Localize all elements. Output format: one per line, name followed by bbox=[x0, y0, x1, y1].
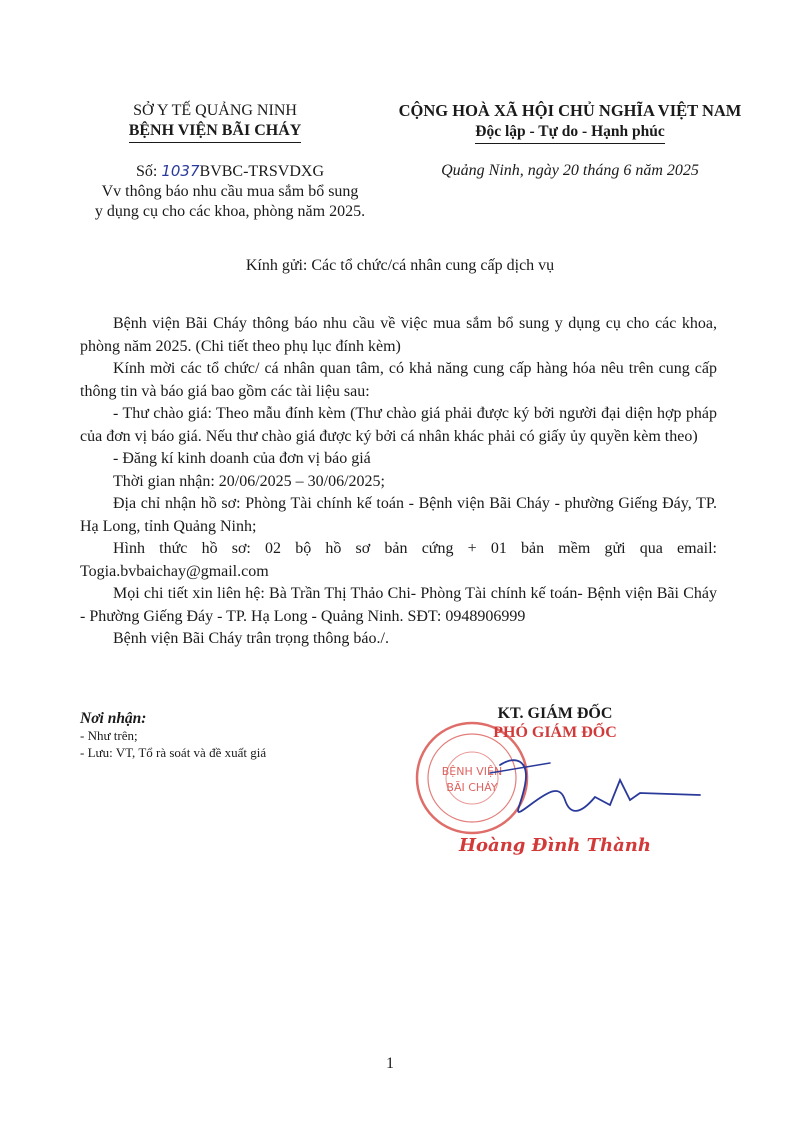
paragraph-quote-letter: - Thư chào giá: Theo mẫu đính kèm (Thư chào giá phải được ký bởi người đại diện hợp pháp của đơn vị báo giá. Nếu thư chào giá được ký bởi cá nhân khác phải có giấy ủy quyền kèm theo) bbox=[80, 405, 717, 445]
document-body bbox=[80, 313, 717, 651]
paragraph-receiving-time: Thời gian nhận: 20/06/2025 – 30/06/2025; bbox=[113, 472, 385, 490]
signature-block bbox=[410, 700, 710, 880]
subject-line-1: Vv thông báo nhu cầu mua sắm bổ sung bbox=[101, 183, 359, 200]
handwritten-number: 1037 bbox=[161, 162, 200, 180]
parent-org: SỞ Y TẾ QUẢNG NINH bbox=[133, 102, 297, 119]
national-header bbox=[380, 101, 760, 144]
paragraph-closing: Bệnh viện Bãi Cháy trân trọng thông báo./. bbox=[113, 630, 389, 647]
org-name: BỆNH VIỆN BÃI CHÁY bbox=[129, 121, 302, 143]
recipient-line: Kính gửi: Các tổ chức/cá nhân cung cấp dịch vụ bbox=[245, 257, 555, 274]
page-number: 1 bbox=[386, 1055, 394, 1072]
subject-line-2: y dụng cụ cho các khoa, phòng năm 2025. bbox=[94, 203, 366, 220]
signature-title-director: KT. GIÁM ĐỐC bbox=[497, 705, 613, 722]
handwritten-signature bbox=[470, 745, 710, 835]
receivers-title: Nơi nhận: bbox=[80, 710, 147, 727]
paragraph-address: Địa chỉ nhận hồ sơ: Phòng Tài chính kế toán - Bệnh viện Bãi Cháy - phường Giếng Đáy, TP. Hạ Long, tỉnh Quảng Ninh; bbox=[80, 495, 717, 535]
stamp-text-2: BÃI CHÁY bbox=[446, 781, 498, 794]
country-name: CỘNG HOÀ XÃ HỘI CHỦ NGHĨA VIỆT NAM bbox=[398, 101, 742, 120]
receiver-item: - Như trên; bbox=[80, 728, 138, 743]
issuing-org-block bbox=[100, 101, 330, 143]
national-motto: Độc lập - Tự do - Hạnh phúc bbox=[475, 122, 664, 144]
document-number-block bbox=[80, 161, 380, 222]
contact-email: Togia.bvbaichay@gmail.com bbox=[80, 562, 269, 580]
paragraph-invitation: Kính mời các tổ chức/ cá nhân quan tâm, có khả năng cung cấp hàng hóa nêu trên cung cấp thông tin và báo giá bao gồm các tài liệu sau: bbox=[80, 360, 717, 400]
document-number: Số: 1037BVBC-TRSVDXG bbox=[136, 162, 324, 180]
paragraph-contact: Mọi chi tiết xin liên hệ: Bà Trần Thị Thảo Chi- Phòng Tài chính kế toán- Bệnh viện Bãi Cháy - Phường Giếng Đáy - TP. Hạ Long - Quảng Ninh. SĐT: 0948906999 bbox=[80, 585, 717, 625]
signer-name: Hoàng Đình Thành bbox=[459, 835, 651, 856]
stamp-text-1: BỆNH VIỆN bbox=[441, 765, 503, 778]
document-date: Quảng Ninh, ngày 20 tháng 6 năm 2025 bbox=[441, 162, 699, 179]
paragraph-format-line1: Hình thức hồ sơ: 02 bộ hồ sơ bản cứng + 01 bản mềm gửi qua email: bbox=[113, 540, 717, 557]
paragraph-business-registration: - Đăng kí kinh doanh của đơn vị báo giá bbox=[113, 450, 371, 467]
receiver-item: - Lưu: VT, Tổ rà soát và đề xuất giá bbox=[80, 745, 267, 760]
receivers-block bbox=[80, 710, 266, 761]
paragraph-intro: Bệnh viện Bãi Cháy thông báo nhu cầu về việc mua sắm bổ sung y dụng cụ cho các khoa, phòng năm 2025. (Chi tiết theo phụ lục đính kèm) bbox=[80, 315, 717, 355]
signature-title-deputy: PHÓ GIÁM ĐỐC bbox=[493, 724, 617, 741]
